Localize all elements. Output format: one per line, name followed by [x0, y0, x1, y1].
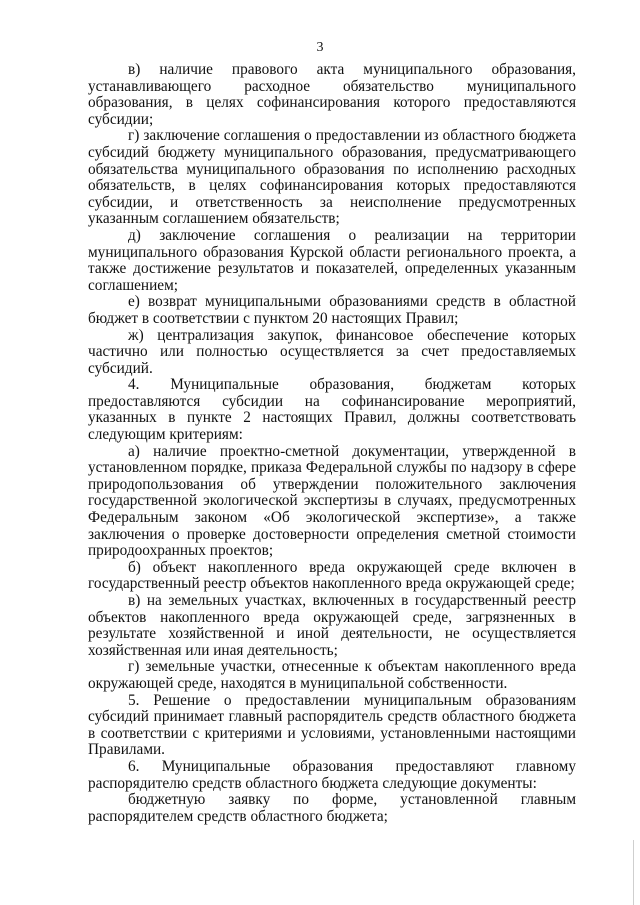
paragraph-v-land-plots: в) на земельных участках, включенных в государственный реестр объектов накопленного вреда окружающей среде, загрязненных в результате хозяйственной и иной деятельности, не осуществляется хозяйственная или иная деятельность; — [88, 592, 576, 659]
paragraph-6-documents: 6. Муниципальные образования предоставляют главному распорядителю средств областного бюджета следующие документы: — [88, 757, 576, 792]
document-body — [88, 62, 576, 825]
page-number: 3 — [316, 40, 324, 55]
paragraph-4-criteria: 4. Муниципальные образования, бюджетам которых предоставляются субсидии на софинансирование мероприятий, указанных в пункте 2 настоящих Правил, должны соответствовать следующим критериям: — [88, 376, 576, 444]
paragraph-5-decision: 5. Решение о предоставлении муниципальным образованиям субсидий принимает главный распорядитель средств областного бюджета в соответствии с критериями и условиями, установленными настоящими Правилами. — [88, 691, 576, 759]
paragraph-zh-procurement: ж) централизация закупок, финансовое обеспечение которых частично или полностью осуществляется за счет предоставляемых субсидий. — [88, 326, 576, 377]
scan-edge-line — [633, 840, 634, 905]
paragraph-e-return-funds: е) возврат муниципальными образованиями средств в областной бюджет в соответствии с пунктом 20 настоящих Правил; — [88, 293, 576, 327]
paragraph-budget-request: бюджетную заявку по форме, установленной главным распорядителем средств областного бюджета; — [88, 791, 576, 825]
paragraph-v-legal-act: в) наличие правового акта муниципального образования, устанавливающего расходное обязательство муниципального образования, в целях софинансирования которого предоставляются субсидии; — [88, 61, 576, 128]
paragraph-g-municipal-property: г) земельные участки, отнесенные к объектам накопленного вреда окружающей среде, находятся в муниципальной собственности. — [88, 658, 576, 692]
paragraph-g-agreement: г) заключение соглашения о предоставлении из областного бюджета субсидий бюджету муниципального образования, предусматривающего обязательства муниципального образования по исполнению расходных обязательств, в целях софинансирования которых предоставляются субсидии, и ответственность за неисполнение предусмотренных указанным соглашением обязательств; — [88, 127, 576, 228]
paragraph-d-regional-project: д) заключение соглашения о реализации на территории муниципального образования Курской области регионального проекта, а также достижение результатов и показателей, определенных указанным соглашением; — [88, 226, 576, 294]
paragraph-a-documentation: а) наличие проектно-сметной документации, утвержденной в установленном порядке, приказа Федеральной службы по надзору в сфере природопользования об утверждении положительного заключения государственной экологической экспертизы в случаях, предусмотренных Федеральным законом «Об экологической экспертизе», а также заключения о проверке достоверности определения сметной стоимости природоохранных проектов; — [88, 442, 576, 560]
paragraph-b-registry: б) объект накопленного вреда окружающей среде включен в государственный реестр объектов накопленного вреда окружающей среде; — [88, 558, 576, 593]
